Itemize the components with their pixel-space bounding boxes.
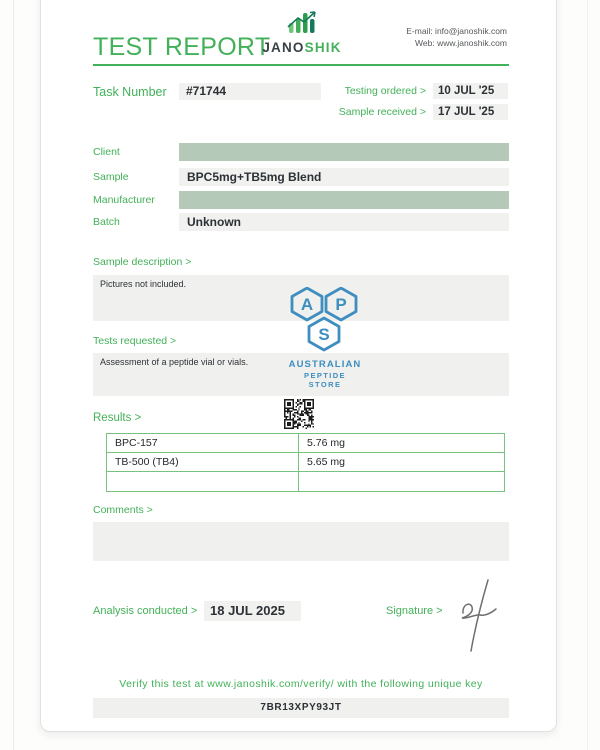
field-row-batch xyxy=(93,213,509,231)
batch-label: Batch xyxy=(93,216,120,228)
amount-cell: 5.65 mg xyxy=(307,456,345,468)
page-title: TEST REPORT xyxy=(93,33,271,61)
sample-received-value: 17 JUL '25 xyxy=(433,104,508,120)
hex-letter-p: P xyxy=(335,295,347,314)
sample-description-label: Sample description > xyxy=(93,256,192,268)
hex-letter-s: S xyxy=(318,325,330,344)
aps-watermark xyxy=(288,287,362,389)
batch-value: Unknown xyxy=(179,213,509,231)
brand-name-left: JANO xyxy=(262,40,305,55)
verify-text: Verify this test at www.janoshik.com/verify/ with the following unique key xyxy=(119,678,483,690)
signature-image xyxy=(449,577,501,655)
analyte-cell: BPC-157 xyxy=(107,434,299,452)
contact-info xyxy=(406,25,507,49)
sample-received-row xyxy=(336,104,508,120)
amount-cell xyxy=(299,472,504,491)
unique-key-value: 7BR13XPY93JT xyxy=(93,698,509,718)
table-row xyxy=(107,434,504,453)
brand-logo xyxy=(261,11,343,55)
sample-description-box: Pictures not included. xyxy=(93,275,509,321)
testing-ordered-row xyxy=(336,83,508,99)
watermark-line1: AUSTRALIAN xyxy=(288,359,362,370)
sample-label: Sample xyxy=(93,171,129,183)
testing-ordered-value: 10 JUL '25 xyxy=(433,83,508,99)
amount-cell: 5.76 mg xyxy=(307,437,345,449)
task-number-value: #71744 xyxy=(179,83,321,100)
brand-name xyxy=(261,40,343,55)
client-label: Client xyxy=(93,146,120,158)
sample-received-label: Sample received > xyxy=(338,106,426,118)
hex-letter-a: A xyxy=(300,295,314,314)
comments-box xyxy=(93,522,509,561)
field-row-manufacturer xyxy=(93,191,509,209)
task-number-label: Task Number xyxy=(93,85,167,99)
results-label: Results > xyxy=(93,412,142,424)
signature-label: Signature > xyxy=(386,605,443,617)
analysis-conducted-label: Analysis conducted > xyxy=(93,605,198,617)
testing-ordered-label: Testing ordered > xyxy=(344,85,426,97)
client-value xyxy=(179,143,509,161)
report-page xyxy=(40,0,557,732)
page-edge-line-right xyxy=(587,0,588,750)
table-row xyxy=(107,453,504,472)
contact-web: Web: www.janoshik.com xyxy=(415,38,507,48)
contact-email: E-mail: info@janoshik.com xyxy=(406,26,507,36)
analyte-cell xyxy=(107,472,299,491)
manufacturer-value xyxy=(179,191,509,209)
qr-code xyxy=(284,399,314,429)
watermark-line2: PEPTIDE STORE xyxy=(304,371,346,389)
tests-requested-label: Tests requested > xyxy=(93,335,177,347)
analysis-date-value: 18 JUL 2025 xyxy=(204,601,301,621)
sample-value: BPC5mg+TB5mg Blend xyxy=(179,168,509,186)
field-row-client xyxy=(93,143,509,161)
manufacturer-label: Manufacturer xyxy=(93,194,155,206)
tests-requested-box: Assessment of a peptide vial or vials. xyxy=(93,353,509,396)
table-row xyxy=(107,472,504,491)
growth-chart-icon xyxy=(285,11,319,34)
results-table xyxy=(106,433,505,492)
header-divider xyxy=(93,64,509,66)
page-edge-line-left xyxy=(13,0,14,750)
brand-name-right: SHIK xyxy=(304,40,342,55)
analyte-cell: TB-500 (TB4) xyxy=(107,453,299,471)
comments-label: Comments > xyxy=(93,504,153,516)
field-row-sample xyxy=(93,168,509,186)
aps-hexagons-icon xyxy=(289,287,361,353)
